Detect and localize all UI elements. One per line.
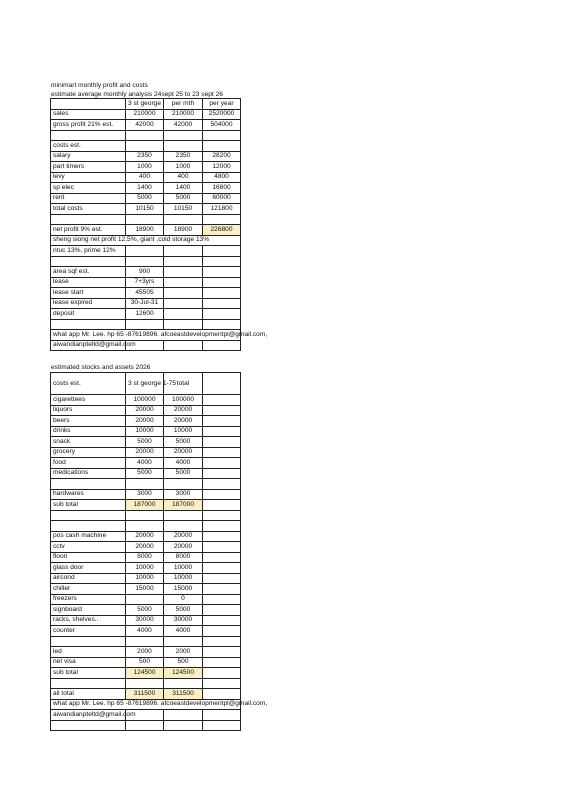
table-row — [51, 183, 241, 194]
note-cell: sheng siong net profit 12.5%, giant ,cold storage 13% — [51, 235, 241, 246]
empty-cell — [164, 340, 203, 351]
lease-row — [51, 288, 241, 299]
empty-cell — [203, 573, 241, 584]
table-row — [51, 120, 241, 131]
empty-cell — [126, 720, 164, 731]
table-row — [51, 204, 241, 215]
contact-row — [51, 330, 241, 341]
value-cell: 60000 — [203, 193, 241, 204]
label-cell: medications — [51, 468, 126, 479]
value-cell: 2350 — [164, 151, 203, 162]
value-cell: 187000 — [126, 500, 164, 511]
table-row — [51, 500, 241, 511]
value-cell: 100000 — [164, 395, 203, 406]
value-cell: 20000 — [164, 405, 203, 416]
value-cell: 4800 — [203, 172, 241, 183]
contact-cell: what app Mr. Lee. hp 65 -87619896. afcoeastdevelopmentpl@gmail.com, — [51, 330, 241, 341]
table-row — [51, 615, 241, 626]
table-row — [51, 193, 241, 204]
empty-cell — [203, 647, 241, 658]
table-row — [51, 584, 241, 595]
empty-cell — [203, 426, 241, 437]
stocks-title: estimated stocks and assets 2026 — [51, 364, 151, 371]
table-row — [51, 563, 241, 574]
value-cell — [126, 678, 164, 689]
label-cell — [51, 521, 126, 532]
value-cell — [126, 636, 164, 647]
value-cell: 2520000 — [203, 109, 241, 120]
value-cell: 121800 — [203, 204, 241, 215]
value-cell: 30000 — [126, 615, 164, 626]
value-cell: 311500 — [164, 689, 203, 700]
value-cell: 42000 — [126, 120, 164, 131]
label-cell: sub total — [51, 500, 126, 511]
value-cell: 2350 — [126, 151, 164, 162]
empty-cell — [203, 246, 241, 257]
label-cell: floori — [51, 552, 126, 563]
value-cell: 10000 — [164, 573, 203, 584]
value-cell — [126, 479, 164, 490]
value-cell: 4000 — [164, 458, 203, 469]
empty-cell — [203, 458, 241, 469]
table-row — [51, 256, 241, 267]
table-row — [51, 636, 241, 647]
empty-cell — [203, 319, 241, 330]
empty-cell — [126, 256, 164, 267]
label-cell — [51, 130, 126, 141]
label-cell: chiller — [51, 584, 126, 595]
empty-cell — [203, 605, 241, 616]
table-row — [51, 130, 241, 141]
empty-cell — [203, 395, 241, 406]
label-cell: lease — [51, 277, 126, 288]
value-cell: 1000 — [126, 162, 164, 173]
empty-cell — [203, 510, 241, 521]
value-cell: 226800 — [203, 225, 241, 236]
table-row — [51, 405, 241, 416]
header-cell — [51, 99, 126, 110]
label-cell: net visa — [51, 657, 126, 668]
header-cell: total — [164, 373, 203, 395]
table-row — [51, 657, 241, 668]
empty-cell — [203, 500, 241, 511]
value-cell: 30-Jul-31 — [126, 298, 164, 309]
table-row — [51, 479, 241, 490]
value-cell: 16800 — [203, 183, 241, 194]
value-cell: 5000 — [164, 193, 203, 204]
empty-cell — [203, 615, 241, 626]
empty-cell — [164, 298, 203, 309]
value-cell: 20000 — [126, 447, 164, 458]
label-cell: deposit — [51, 309, 126, 320]
header-cell: 3 st george — [126, 99, 164, 110]
label-cell: levy — [51, 172, 126, 183]
label-cell: cigarettees — [51, 395, 126, 406]
label-cell: freezers — [51, 594, 126, 605]
table-row — [51, 172, 241, 183]
table-row — [51, 605, 241, 616]
table-row — [51, 319, 241, 330]
table-row — [51, 552, 241, 563]
value-cell: 10000 — [164, 563, 203, 574]
email-row — [51, 340, 241, 351]
value-cell: 100000 — [126, 395, 164, 406]
value-cell: 900 — [126, 267, 164, 278]
empty-cell — [203, 552, 241, 563]
empty-cell — [51, 256, 126, 267]
value-cell: 15000 — [164, 584, 203, 595]
label-cell: snack — [51, 437, 126, 448]
label-cell: salary — [51, 151, 126, 162]
value-cell: 210000 — [164, 109, 203, 120]
label-cell: signboard — [51, 605, 126, 616]
value-cell — [126, 510, 164, 521]
table-row — [51, 531, 241, 542]
email-cell: aiwandianpteltd@gmail.com — [51, 340, 126, 351]
label-cell: racks, shelves.. — [51, 615, 126, 626]
value-cell: 400 — [126, 172, 164, 183]
empty-cell — [203, 521, 241, 532]
label-cell: led — [51, 647, 126, 658]
value-cell: 1400 — [164, 183, 203, 194]
value-cell: 30000 — [164, 615, 203, 626]
value-cell: 5000 — [126, 468, 164, 479]
label-cell: sales — [51, 109, 126, 120]
label-cell — [51, 214, 126, 225]
value-cell — [126, 214, 164, 225]
label-cell — [51, 636, 126, 647]
empty-cell — [164, 277, 203, 288]
header-cell: costs est. — [51, 373, 126, 395]
empty-cell — [203, 340, 241, 351]
empty-cell — [164, 710, 203, 721]
empty-cell — [203, 479, 241, 490]
label-cell: rent — [51, 193, 126, 204]
value-cell — [164, 510, 203, 521]
label-cell — [51, 510, 126, 521]
value-cell: 20000 — [126, 542, 164, 553]
label-cell — [51, 479, 126, 490]
value-cell: 12600 — [126, 309, 164, 320]
value-cell: 15000 — [126, 584, 164, 595]
contact-row — [51, 699, 241, 710]
empty-cell — [203, 416, 241, 427]
note-row — [51, 246, 241, 257]
header-cell: per year — [203, 99, 241, 110]
table-row — [51, 225, 241, 236]
empty-cell — [51, 720, 126, 731]
table-row — [51, 151, 241, 162]
table-row — [51, 468, 241, 479]
value-cell: 18900 — [126, 225, 164, 236]
label-cell: total costs — [51, 204, 126, 215]
value-cell: 5000 — [164, 605, 203, 616]
label-cell — [51, 678, 126, 689]
table-row — [51, 447, 241, 458]
value-cell: 10000 — [126, 573, 164, 584]
value-cell: 20000 — [164, 531, 203, 542]
label-cell: grocery — [51, 447, 126, 458]
empty-cell — [203, 267, 241, 278]
table-row — [51, 720, 241, 731]
value-cell: 20000 — [126, 405, 164, 416]
value-cell — [164, 141, 203, 152]
table-header-row — [51, 99, 241, 110]
value-cell — [126, 141, 164, 152]
table-row — [51, 162, 241, 173]
table-row — [51, 668, 241, 679]
empty-cell — [203, 447, 241, 458]
label-cell: costs est. — [51, 141, 126, 152]
value-cell: 8000 — [126, 552, 164, 563]
empty-cell — [164, 246, 203, 257]
empty-cell — [203, 277, 241, 288]
value-cell — [164, 130, 203, 141]
empty-cell — [203, 584, 241, 595]
table-row — [51, 521, 241, 532]
label-cell: sub total — [51, 668, 126, 679]
value-cell: 400 — [164, 172, 203, 183]
email-cell: aiwandianpteltd@gmail.com — [51, 710, 126, 721]
label-cell: beers — [51, 416, 126, 427]
empty-cell — [164, 319, 203, 330]
table-row — [51, 426, 241, 437]
empty-cell — [203, 437, 241, 448]
label-cell: sp elec — [51, 183, 126, 194]
value-cell: 311500 — [126, 689, 164, 700]
empty-cell — [203, 373, 241, 395]
value-cell: 42000 — [164, 120, 203, 131]
value-cell: 4000 — [126, 458, 164, 469]
sheet-subtitle: estimate average monthly analysis 24sept 25 to 23 sept 26 — [51, 91, 223, 98]
table-row — [51, 141, 241, 152]
empty-cell — [203, 309, 241, 320]
value-cell — [164, 214, 203, 225]
label-cell: all total — [51, 689, 126, 700]
label-cell: liquors — [51, 405, 126, 416]
empty-cell — [203, 636, 241, 647]
empty-cell — [203, 405, 241, 416]
value-cell: 20000 — [164, 542, 203, 553]
value-cell: 124500 — [164, 668, 203, 679]
empty-cell — [126, 319, 164, 330]
value-cell: 5000 — [126, 605, 164, 616]
value-cell: 5000 — [126, 193, 164, 204]
value-cell — [203, 141, 241, 152]
empty-cell — [164, 256, 203, 267]
empty-cell — [203, 531, 241, 542]
value-cell: 28200 — [203, 151, 241, 162]
label-cell: area sqf est. — [51, 267, 126, 278]
value-cell: 10000 — [126, 426, 164, 437]
empty-cell — [203, 594, 241, 605]
empty-cell — [203, 563, 241, 574]
empty-cell — [164, 309, 203, 320]
value-cell: 20000 — [126, 531, 164, 542]
empty-cell — [203, 710, 241, 721]
empty-cell — [203, 298, 241, 309]
value-cell — [164, 636, 203, 647]
note-row — [51, 235, 241, 246]
value-cell: 10000 — [126, 563, 164, 574]
empty-cell — [164, 288, 203, 299]
table-row — [51, 678, 241, 689]
label-cell: hardwares — [51, 489, 126, 500]
header-cell: 3 st george 1-75 — [126, 373, 164, 395]
empty-cell — [203, 657, 241, 668]
value-cell: 18900 — [164, 225, 203, 236]
table-row — [51, 510, 241, 521]
empty-cell — [203, 668, 241, 679]
empty-cell — [203, 678, 241, 689]
value-cell: 504000 — [203, 120, 241, 131]
label-cell: net profit 9% est. — [51, 225, 126, 236]
empty-cell — [203, 256, 241, 267]
header-cell: per mth — [164, 99, 203, 110]
value-cell: 7+3yrs — [126, 277, 164, 288]
label-cell: lease start — [51, 288, 126, 299]
label-cell: gross profit 21% est. — [51, 120, 126, 131]
value-cell: 45505 — [126, 288, 164, 299]
value-cell: 2000 — [164, 647, 203, 658]
label-cell: drinks — [51, 426, 126, 437]
table-header-row — [51, 373, 241, 395]
empty-cell — [203, 468, 241, 479]
value-cell — [203, 214, 241, 225]
value-cell: 5000 — [164, 437, 203, 448]
sheet-title: minimart monthly profit and costs — [51, 82, 148, 89]
value-cell: 124500 — [126, 668, 164, 679]
table-row — [51, 489, 241, 500]
table-row — [51, 542, 241, 553]
empty-cell — [203, 689, 241, 700]
table-row — [51, 395, 241, 406]
note-cell: ntuc 13%, prime 12% — [51, 246, 126, 257]
label-cell: pos cash machine — [51, 531, 126, 542]
table-row — [51, 109, 241, 120]
label-cell: lease expired — [51, 298, 126, 309]
lease-row — [51, 309, 241, 320]
table-row — [51, 626, 241, 637]
value-cell: 1000 — [164, 162, 203, 173]
value-cell: 10150 — [126, 204, 164, 215]
empty-cell — [203, 489, 241, 500]
value-cell — [126, 594, 164, 605]
value-cell: 500 — [126, 657, 164, 668]
empty-cell — [203, 288, 241, 299]
empty-cell — [203, 626, 241, 637]
lease-row — [51, 277, 241, 288]
contact-cell: what app Mr. Lee. hp 65 -87619896. afcoeastdevelopmentpl@gmail.com, — [51, 699, 241, 710]
value-cell: 3000 — [126, 489, 164, 500]
table-row — [51, 573, 241, 584]
value-cell: 8000 — [164, 552, 203, 563]
email-row — [51, 710, 241, 721]
value-cell: 10000 — [164, 426, 203, 437]
value-cell — [164, 678, 203, 689]
value-cell: 187000 — [164, 500, 203, 511]
label-cell: cctv — [51, 542, 126, 553]
value-cell: 20000 — [164, 416, 203, 427]
value-cell: 5000 — [126, 437, 164, 448]
empty-cell — [126, 246, 164, 257]
table-row — [51, 416, 241, 427]
value-cell: 5000 — [164, 468, 203, 479]
label-cell: glass door — [51, 563, 126, 574]
label-cell: food — [51, 458, 126, 469]
table-row — [51, 647, 241, 658]
table-row — [51, 437, 241, 448]
value-cell — [164, 521, 203, 532]
value-cell: 210000 — [126, 109, 164, 120]
label-cell: counter — [51, 626, 126, 637]
value-cell: 500 — [164, 657, 203, 668]
empty-cell — [164, 720, 203, 731]
table-row — [51, 594, 241, 605]
value-cell: 20000 — [126, 416, 164, 427]
value-cell — [126, 130, 164, 141]
value-cell: 4000 — [126, 626, 164, 637]
table-row — [51, 458, 241, 469]
value-cell — [164, 479, 203, 490]
empty-cell — [203, 542, 241, 553]
table-row — [51, 214, 241, 225]
value-cell: 12000 — [203, 162, 241, 173]
value-cell: 20000 — [164, 447, 203, 458]
value-cell: 2000 — [126, 647, 164, 658]
stocks-assets-table — [50, 372, 268, 731]
value-cell: 3000 — [164, 489, 203, 500]
value-cell: 4000 — [164, 626, 203, 637]
empty-cell — [164, 267, 203, 278]
table-row — [51, 689, 241, 700]
lease-row — [51, 267, 241, 278]
value-cell — [126, 521, 164, 532]
label-cell: part timers — [51, 162, 126, 173]
empty-cell — [203, 720, 241, 731]
empty-cell — [51, 319, 126, 330]
value-cell: 1400 — [126, 183, 164, 194]
value-cell — [203, 130, 241, 141]
label-cell: aircond — [51, 573, 126, 584]
value-cell: 10150 — [164, 204, 203, 215]
value-cell: 0 — [164, 594, 203, 605]
lease-row — [51, 298, 241, 309]
monthly-analysis-table — [50, 98, 268, 351]
